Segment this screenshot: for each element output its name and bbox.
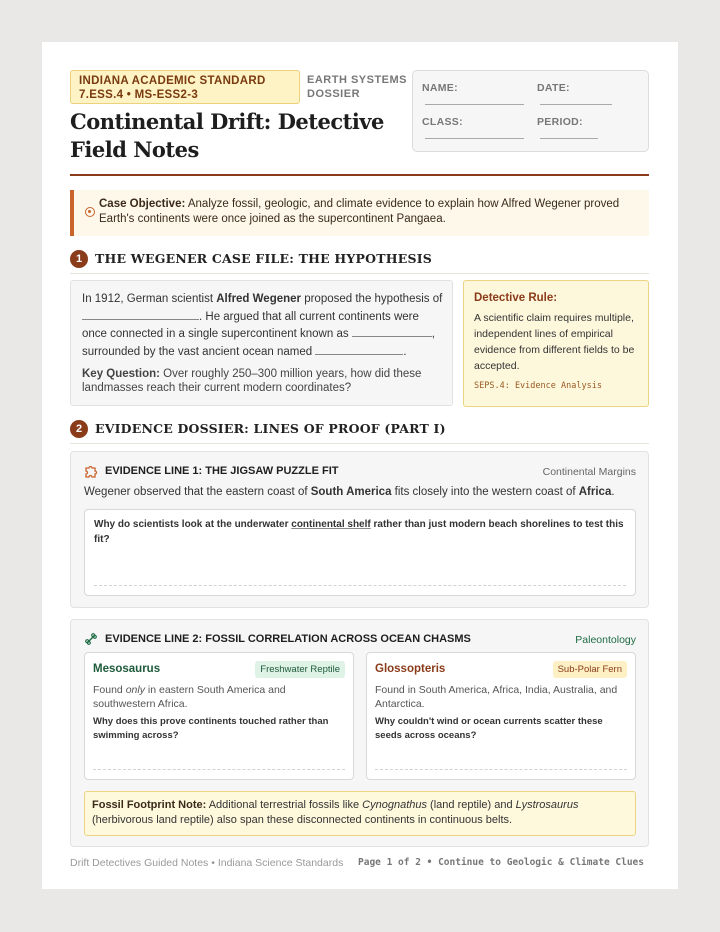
section-1-header	[70, 250, 649, 274]
question-text-1: Why do scientists look at the underwater	[94, 519, 292, 530]
footer-left: Drift Detectives Guided Notes • Indiana Science Standards	[70, 857, 344, 869]
objective-text	[99, 197, 644, 227]
scientist-name: Alfred Wegener	[216, 293, 302, 305]
footprint-note-label: Fossil Footprint Note:	[92, 799, 207, 811]
hypothesis-box	[70, 280, 453, 406]
continental-shelf-question-card	[84, 509, 636, 596]
jigsaw-text-1: Wegener observed that the eastern coast of	[84, 486, 311, 498]
key-question-label: Key Question:	[82, 368, 160, 380]
hypothesis-text-5: .	[403, 346, 407, 359]
mesosaurus-card	[84, 652, 354, 780]
section-2-number: 2	[70, 420, 88, 438]
date-label: DATE:	[537, 82, 570, 94]
key-question	[82, 367, 422, 395]
detective-rule-title: Detective Rule:	[474, 292, 558, 304]
ocean-blank[interactable]	[315, 345, 403, 355]
glossopteris-question: Why couldn't wind or ocean currents scatter these seeds across oceans?	[375, 716, 603, 741]
footer-page-info: Page 1 of 2 • Continue to Geologic & Climate Clues	[358, 857, 644, 868]
detective-rule-body: A scientific claim requires multiple, independent lines of empirical evidence from different fields to be accepted.	[474, 312, 635, 372]
hypothesis-text	[82, 291, 444, 362]
cynognathus-name: Cynognathus	[362, 799, 427, 811]
mesosaurus-name: Mesosaurus	[93, 663, 161, 675]
continental-shelf-question	[94, 518, 626, 547]
detective-rule-box	[463, 280, 649, 407]
evidence-line-2-card	[70, 619, 649, 847]
mesosaurus-description	[93, 683, 343, 711]
period-label: PERIOD:	[537, 116, 583, 128]
jigsaw-text-2: fits closely into the western coast of	[391, 486, 579, 498]
objective-body: Analyze fossil, geologic, and climate evidence to explain how Alfred Wegener proved Earth's continents were once joined as the supercontinent Pangaea.	[99, 198, 620, 225]
objective-label: Case Objective:	[99, 198, 186, 210]
subject-label	[307, 73, 407, 101]
jigsaw-observation	[84, 486, 644, 498]
subject-line-1: EARTH SYSTEMS	[307, 74, 408, 86]
section-2-title: EVIDENCE DOSSIER: LINES OF PROOF (PART I)	[95, 421, 446, 436]
supercontinent-blank[interactable]	[352, 327, 432, 337]
evidence-line-1-title: EVIDENCE LINE 1: THE JIGSAW PUZZLE FIT	[105, 465, 339, 477]
footprint-text-1: Additional terrestrial fossils like	[206, 799, 363, 811]
evidence-line-1-tag: Continental Margins	[542, 466, 636, 478]
hypothesis-text-2: proposed the hypothesis of	[301, 293, 443, 305]
footprint-text-3: (herbivorous land reptile) also span these disconnected continents in continuous belts.	[92, 813, 513, 826]
bone-icon	[84, 632, 98, 646]
hypothesis-blank[interactable]	[82, 310, 199, 320]
standard-badge	[70, 70, 300, 104]
hypothesis-text-1: In 1912, German scientist	[82, 293, 217, 305]
header-divider	[70, 174, 649, 176]
mesosaurus-question: Why does this prove continents touched rather than swimming across?	[93, 716, 329, 741]
puzzle-icon	[84, 464, 98, 478]
question-text-2: rather than just modern beach shorelines to test this fit?	[94, 519, 624, 545]
place-africa: Africa	[578, 486, 612, 498]
footprint-text-2: (land reptile) and	[427, 799, 516, 811]
mesosaurus-desc-2: in eastern South America and southwestern Africa.	[93, 684, 286, 710]
glossopteris-card	[366, 652, 636, 780]
evidence-line-2-title: EVIDENCE LINE 2: FOSSIL CORRELATION ACROSS OCEAN CHASMS	[105, 633, 471, 645]
glossopteris-answer-line[interactable]	[375, 769, 627, 770]
mesosaurus-desc-emphasis: only	[125, 684, 145, 696]
standard-line-2: 7.ESS.4 • MS-ESS2-3	[79, 89, 199, 101]
jigsaw-text-3: .	[611, 486, 615, 498]
student-info-box	[412, 70, 649, 152]
mesosaurus-badge: Freshwater Reptile	[255, 661, 345, 678]
target-icon	[85, 207, 95, 217]
page-title: Continental Drift: Detective Field Notes	[70, 109, 384, 162]
class-field[interactable]	[425, 138, 524, 139]
evidence-line-2-tag: Paleontology	[575, 634, 636, 646]
hypothesis-text-3: . He argued that all current continents were once connected in a single supercontinent known as	[82, 310, 419, 341]
answer-line[interactable]	[94, 585, 626, 586]
glossopteris-description: Found in South America, Africa, India, Australia, and Antarctica.	[375, 684, 618, 710]
mesosaurus-answer-line[interactable]	[93, 769, 345, 770]
glossopteris-name: Glossopteris	[375, 663, 446, 675]
fossil-footprint-note	[84, 791, 636, 836]
evidence-line-1-card	[70, 451, 649, 608]
class-label: CLASS:	[422, 116, 463, 128]
date-field[interactable]	[540, 104, 612, 105]
detective-rule-code: SEPS.4: Evidence Analysis	[474, 381, 602, 391]
name-field[interactable]	[425, 104, 524, 105]
mesosaurus-desc-1: Found	[93, 684, 126, 696]
period-field[interactable]	[540, 138, 598, 139]
case-objective	[70, 190, 649, 236]
section-2-header	[70, 420, 649, 444]
glossopteris-badge: Sub-Polar Fern	[553, 661, 627, 678]
subject-line-2: DOSSIER	[307, 88, 361, 100]
name-label: NAME:	[422, 82, 458, 94]
standard-line-1: INDIANA ACADEMIC STANDARD	[79, 75, 266, 87]
lystrosaurus-name: Lystrosaurus	[515, 799, 579, 811]
hypothesis-text-4: , surrounded by the vast ancient ocean named	[82, 328, 435, 359]
section-1-number: 1	[70, 250, 88, 268]
continental-shelf-term: continental shelf	[291, 519, 371, 530]
place-south-america: South America	[310, 486, 392, 498]
key-question-text: Over roughly 250–300 million years, how did these landmasses reach their current modern coordinates?	[82, 368, 422, 394]
worksheet-page	[42, 42, 678, 889]
section-1-title: THE WEGENER CASE FILE: THE HYPOTHESIS	[95, 251, 432, 266]
